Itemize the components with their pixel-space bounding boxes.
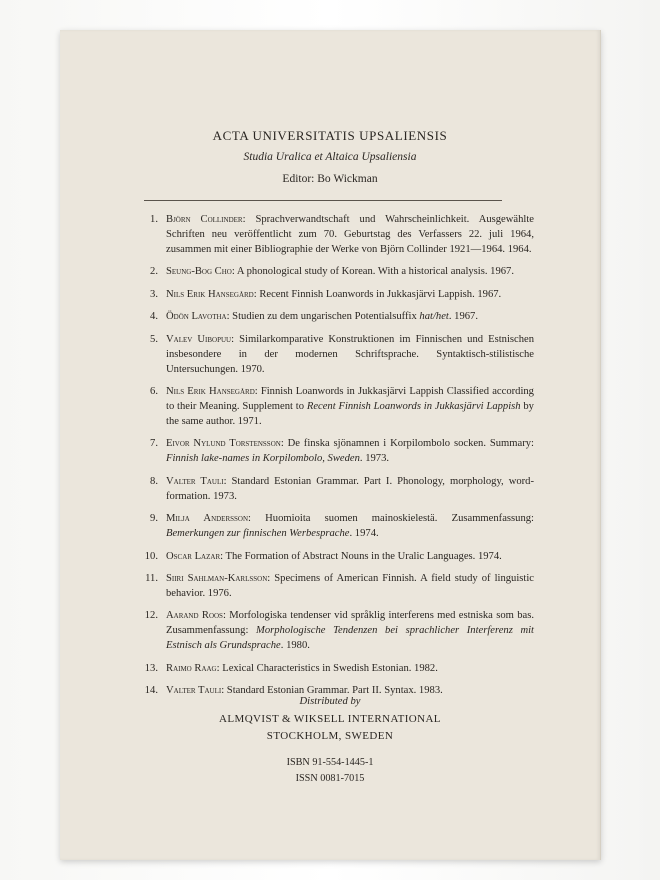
volume-title: : Recent Finnish Loanwords in Jukkasjärvi Lappish. 1967.	[253, 288, 502, 300]
volume-description	[166, 436, 534, 466]
volume-author: Valter Tauli	[166, 685, 222, 697]
volume-title: : Standard Estonian Grammar. Part I. Phonology, morphology, word-formation. 1973.	[166, 475, 534, 502]
volume-italic-title: Bemerkungen zur finnischen Werbesprache	[166, 528, 350, 540]
volume-author: Ödön Lavotha	[166, 311, 227, 323]
volume-title: : Huomioita suomen mainoskielestä. Zusammenfassung:	[248, 513, 534, 525]
volume-title: : Sprachverwandtschaft und Wahrscheinlichkeit. Ausgewählte Schriften neu veröffentlicht zum 70. Geburtstag des Verfassers 22. juli 1964, zusammen mit einer Bibliographie der Werke von Björn Collinder 1921—1964. 1964.	[166, 214, 534, 255]
volume-number: 12.	[144, 610, 158, 622]
volume-title: : Lexical Characteristics in Swedish Estonian. 1982.	[216, 662, 438, 674]
volume-title: : Specimens of American Finnish. A field study of linguistic behavior. 1976.	[166, 572, 534, 599]
volume-entry	[136, 511, 534, 541]
volume-italic-title: Finnish lake-names in Korpilombolo, Sweden	[166, 453, 360, 465]
volume-title-tail: . 1974.	[349, 528, 379, 540]
volume-entry	[136, 212, 534, 257]
volume-number: 9.	[150, 513, 158, 525]
volume-entry	[136, 436, 534, 466]
volume-entry	[136, 384, 534, 429]
publisher-city: STOCKHOLM, SWEDEN	[266, 730, 394, 742]
volume-number: 3.	[150, 288, 158, 300]
volume-title: : Standard Estonian Grammar. Part II. Syntax. 1983.	[221, 685, 443, 697]
volume-number: 8.	[150, 475, 158, 487]
volume-author: Nils Erik Hansegård	[166, 288, 254, 300]
volume-author: Eivor Nylund Torstensson	[166, 438, 281, 450]
volume-description	[166, 661, 534, 676]
volume-author: Oscar Lazar	[166, 550, 221, 562]
volume-entry	[136, 474, 534, 504]
volume-title-tail: by the same author. 1971.	[166, 400, 534, 427]
volume-description	[166, 549, 534, 564]
volume-number: 10.	[144, 550, 158, 562]
volume-author: Seung-Bog Cho	[166, 266, 232, 278]
volume-entry	[136, 332, 534, 377]
volume-number: 2.	[150, 266, 158, 278]
volume-author: Björn Collinder	[166, 214, 243, 225]
volume-author: Valter Tauli	[166, 475, 224, 487]
volume-entry	[136, 608, 534, 653]
volume-description	[166, 571, 534, 601]
volume-description	[166, 212, 534, 257]
volume-number: 6.	[150, 385, 158, 397]
volume-title-tail: . 1967.	[448, 311, 478, 323]
volume-list	[136, 212, 534, 705]
volume-italic-title: Morphologische Tendenzen bei sprachlicher Interferenz mit Estnisch als Grundsprache	[166, 625, 535, 652]
volume-description	[166, 384, 534, 429]
publisher-name: ALMQVIST & WIKSELL INTERNATIONAL	[219, 713, 441, 725]
series-editor: Editor: Bo Wickman	[282, 173, 378, 185]
volume-author: Siiri Sahlman-Karlsson	[166, 572, 268, 584]
volume-title-tail: . 1973.	[359, 453, 390, 465]
volume-author: Aarand Roos	[166, 610, 223, 622]
volume-entry	[136, 549, 534, 564]
volume-number: 13.	[144, 662, 158, 674]
volume-number: 4.	[150, 311, 158, 323]
divider-rule	[144, 200, 502, 201]
volume-author: Valev Uibopuu	[166, 333, 232, 345]
volume-number: 1.	[150, 214, 158, 225]
isbn-number: ISBN 91-554-1445-1	[286, 757, 374, 768]
volume-entry	[136, 287, 534, 302]
volume-title: : Similarkomparative Konstruktionen im Finnischen und Estnischen insbesondere in der modernen Schriftsprache. Syntaktisch-stilistische Untersuchungen. 1970.	[166, 333, 535, 375]
volume-title-tail: . 1980.	[280, 640, 310, 652]
volume-description	[166, 309, 534, 324]
volume-title: : Morfologiska tendenser vid språklig interferens med estniska som bas. Zusammenfassung:	[166, 610, 534, 637]
volume-author: Nils Erik Hansegård	[166, 385, 255, 397]
volume-description	[166, 264, 534, 279]
volume-author: Milja Andersson	[166, 513, 249, 525]
volume-title: : De finska sjönamnen i Korpilombolo socken. Summary:	[280, 438, 534, 450]
series-title: ACTA UNIVERSITATIS UPSALIENSIS	[212, 128, 448, 143]
volume-title: : The Formation of Abstract Nouns in the Uralic Languages. 1974.	[220, 550, 502, 562]
distributed-by-label: Distributed by	[299, 696, 361, 707]
book-back-cover	[60, 30, 601, 860]
volume-entry	[136, 661, 534, 676]
volume-title: : A phonological study of Korean. With a historical analysis. 1967.	[231, 266, 515, 278]
volume-title: : Finnish Loanwords in Jukkasjärvi Lappish Classified according to their Meaning. Supplement to	[166, 385, 534, 412]
volume-description	[166, 474, 534, 504]
volume-description	[166, 511, 534, 541]
volume-description	[166, 608, 534, 653]
volume-description	[166, 287, 534, 302]
series-subtitle: Studia Uralica et Altaica Upsaliensia	[243, 151, 417, 163]
volume-entry	[136, 571, 534, 601]
volume-number: 11.	[145, 572, 158, 584]
volume-description	[166, 332, 534, 377]
volume-entry	[136, 264, 534, 279]
volume-number: 7.	[150, 438, 158, 450]
volume-italic-title: hat/het	[419, 311, 449, 323]
volume-number: 5.	[150, 333, 158, 345]
issn-number: ISSN 0081-7015	[295, 773, 365, 784]
volume-author: Raimo Raag	[166, 662, 217, 674]
volume-number: 14.	[144, 685, 158, 697]
volume-title: : Studien zu dem ungarischen Potentialsuffix	[226, 311, 420, 323]
volume-entry	[136, 309, 534, 324]
volume-italic-title: Recent Finnish Loanwords in Jukkasjärvi Lappish	[306, 400, 521, 412]
